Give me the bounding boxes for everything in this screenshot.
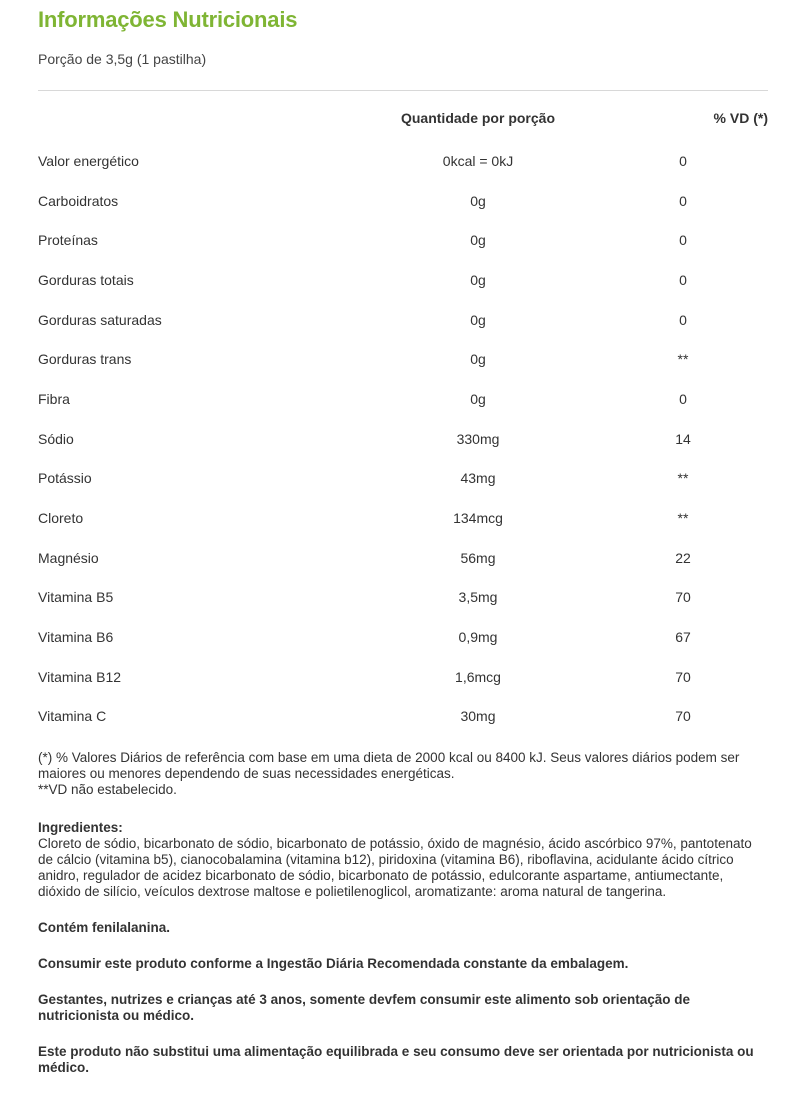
- nutrient-name: Vitamina B6: [38, 629, 114, 646]
- nutrient-quantity: 0g: [470, 271, 486, 288]
- nutrient-quantity: 0g: [470, 351, 486, 368]
- nutrient-name: Vitamina B12: [38, 668, 122, 685]
- nutrient-vd: **: [677, 470, 689, 487]
- nutrient-name: Potássio: [38, 470, 92, 487]
- nutrient-quantity: 0kcal = 0kJ: [442, 152, 514, 169]
- nutrition-table: [38, 101, 768, 736]
- statement-text: Gestantes, nutrizes e crianças até 3 anos, somente devfem consumir este alimento sob orientação de nutricionista ou médico.: [38, 992, 690, 1024]
- table-row: [38, 538, 768, 578]
- nutrient-vd: 70: [675, 668, 691, 685]
- nutrient-vd: **: [677, 351, 689, 368]
- nutrient-quantity: 134mcg: [453, 510, 503, 527]
- vd-not-established-note: **VD não estabelecido.: [38, 782, 177, 798]
- nutrient-vd: 0: [679, 311, 687, 328]
- table-row: [38, 578, 768, 618]
- table-row: [38, 339, 768, 379]
- vd-reference-note: (*) % Valores Diários de referência com base em uma dieta de 2000 kcal ou 8400 kJ. Seus valores diários podem ser maiores ou menores dependendo de suas necessidades energéticas.: [38, 750, 740, 782]
- page-title: Informações Nutricionais: [38, 7, 298, 32]
- nutrient-name: Carboidratos: [38, 192, 119, 209]
- nutrient-name: Valor energético: [38, 152, 139, 169]
- nutrient-name: Vitamina B5: [38, 589, 114, 606]
- nutrient-vd: 0: [679, 152, 687, 169]
- table-row: [38, 657, 768, 697]
- header-vd: % VD (*): [713, 110, 768, 126]
- nutrient-quantity: 330mg: [456, 430, 500, 447]
- nutrient-quantity: 0,9mg: [458, 629, 498, 646]
- nutrient-quantity: 30mg: [460, 708, 496, 725]
- table-row: [38, 220, 768, 260]
- divider: [38, 90, 768, 91]
- table-row: [38, 697, 768, 737]
- statements: [38, 920, 768, 1076]
- nutrient-vd: 67: [675, 629, 691, 646]
- table-header-row: [38, 101, 768, 135]
- table-row: [38, 300, 768, 340]
- nutrient-name: Proteínas: [38, 232, 98, 249]
- nutrient-vd: 22: [675, 549, 691, 566]
- nutrient-quantity: 0g: [470, 192, 486, 209]
- table-row: [38, 459, 768, 499]
- nutrient-name: Fibra: [38, 390, 70, 407]
- nutrient-name: Magnésio: [38, 549, 99, 566]
- ingredients-text: Cloreto de sódio, bicarbonato de sódio, bicarbonato de potássio, óxido de magnésio, ácido ascórbico 97%, pantotenato de cálcio (vitamina b5), cianocobalamina (vitamina b12), piridoxina (vitamina B6), riboflavina, acidulante ácido cítrico anidro, regulador de acidez bicarbonato de sódio, bicarbonato de potássio, edulcorante aspartame, antiumectante, dióxido de silício, veículos dextrose maltose e polietilenoglicol, aromatizante: aroma natural de tangerina.: [38, 836, 752, 900]
- nutrient-vd: 0: [679, 390, 687, 407]
- nutrient-quantity: 1,6mcg: [455, 668, 501, 685]
- nutrient-vd: 70: [675, 589, 691, 606]
- portion-size: Porção de 3,5g (1 pastilha): [38, 51, 207, 67]
- nutrient-vd: 14: [675, 430, 691, 447]
- nutrient-name: Gorduras saturadas: [38, 311, 162, 328]
- nutrient-vd: 0: [679, 192, 687, 209]
- ingredients-section: [38, 820, 768, 900]
- nutrient-quantity: 0g: [470, 232, 486, 249]
- table-row: [38, 141, 768, 181]
- nutrient-name: Cloreto: [38, 510, 84, 527]
- nutrient-name: Sódio: [38, 430, 74, 447]
- table-row: [38, 498, 768, 538]
- footnotes: [38, 750, 768, 798]
- nutrition-info-panel: [38, 6, 768, 1090]
- nutrient-quantity: 0g: [470, 390, 486, 407]
- nutrient-vd: 70: [675, 708, 691, 725]
- table-row: [38, 617, 768, 657]
- statement-text: Contém fenilalanina.: [38, 920, 171, 936]
- ingredients-label: Ingredientes:: [38, 820, 123, 836]
- table-body: [38, 141, 768, 736]
- header-quantity: Quantidade por porção: [400, 110, 555, 126]
- nutrient-quantity: 56mg: [460, 549, 496, 566]
- nutrient-name: Gorduras totais: [38, 271, 134, 288]
- table-row: [38, 419, 768, 459]
- statement-text: Este produto não substitui uma alimentação equilibrada e seu consumo deve ser orientada por nutricionista ou médico.: [38, 1044, 754, 1076]
- nutrient-vd: 0: [679, 271, 687, 288]
- table-row: [38, 181, 768, 221]
- nutrient-quantity: 3,5mg: [458, 589, 498, 606]
- nutrient-vd: 0: [679, 232, 687, 249]
- statement-text: Consumir este produto conforme a Ingestão Diária Recomendada constante da embalagem.: [38, 956, 629, 972]
- nutrient-name: Vitamina C: [38, 708, 107, 725]
- nutrient-quantity: 0g: [470, 311, 486, 328]
- nutrient-name: Gorduras trans: [38, 351, 132, 368]
- nutrient-quantity: 43mg: [460, 470, 496, 487]
- table-row: [38, 379, 768, 419]
- nutrient-vd: **: [677, 510, 689, 527]
- table-row: [38, 260, 768, 300]
